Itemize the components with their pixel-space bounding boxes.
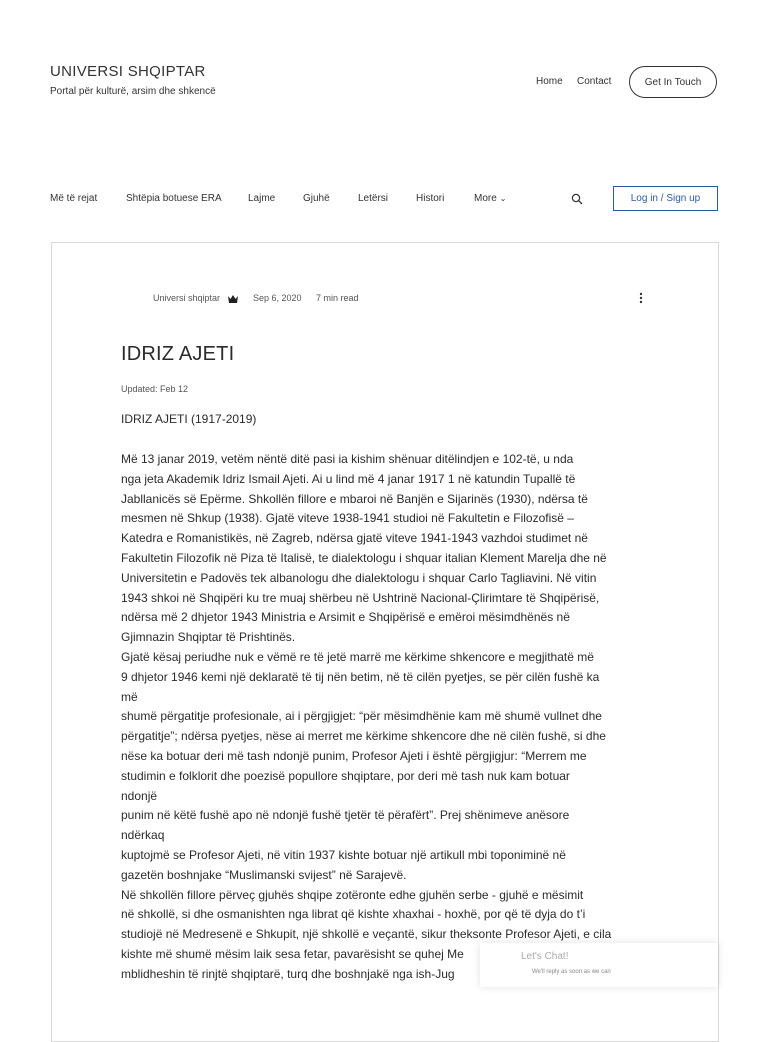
body-line: mesmen në Shkup (1938). Gjatë viteve 1938-1941 studioi në Fakultetin e Filozofisë – [121, 511, 574, 526]
menu-item-language[interactable]: Gjuhë [303, 193, 330, 204]
menu-more-label: More [474, 193, 497, 204]
get-in-touch-button[interactable]: Get In Touch [629, 66, 717, 98]
post-title: IDRIZ AJETI [121, 343, 235, 365]
nav-contact-link[interactable]: Contact [577, 76, 612, 87]
body-line: ndonjë [121, 788, 158, 803]
post-date: Sep 6, 2020 [253, 293, 302, 303]
body-line: Universitetin e Padovës tek albanologu dhe dialektologu i shquar Carlo Tagliavini. Në vitin [121, 570, 597, 585]
updated-date: Updated: Feb 12 [121, 384, 189, 394]
post-body [121, 450, 651, 985]
menu-item-literature[interactable]: Letërsi [358, 193, 389, 204]
body-line: gazetën boshnjake “Muslimanski svijest” në Sarajevë. [121, 867, 407, 882]
site-tagline: Portal për kulturë, arsim dhe shkencë [50, 86, 216, 97]
body-line: Jabllanicës së Epërme. Shkollën fillore e mbaroi në Banjën e Sijarinës (1930), ndërsa të [121, 491, 588, 506]
body-line: kishte më shumë mësim laik sesa fetar, pavarësisht se quhej Me [121, 946, 464, 961]
chevron-down-icon: ⌄ [499, 194, 507, 203]
post-subtitle: IDRIZ AJETI (1917-2019) [121, 412, 257, 426]
body-line: nga jeta Akademik Idriz Ismail Ajeti. Ai u lind më 4 janar 1917 1 në katundin Tupallë të [121, 471, 576, 486]
body-line: në shkollë, si dhe osmanishten nga librat që kishte xhaxhai - hoxhë, por që të dyja do t’i [121, 907, 586, 922]
body-line: Në shkollën fillore përveç gjuhës shqipe zotëronte edhe gjuhën serbe - gjuhë e mësimit [121, 887, 584, 902]
body-line: 1943 shkoi në Shqipëri ku tre muaj shërbeu në Ushtrinë Nacional-Çlirimtare të Shqipërisë, [121, 590, 600, 605]
menu-item-news[interactable]: Lajme [248, 193, 276, 204]
body-line: më [121, 689, 138, 704]
body-line: studiojë në Medresenë e Shkupit, një shkollë e veçantë, sikur theksonte Profesor Ajeti, e cila [121, 927, 612, 942]
site-title[interactable]: UNIVERSI SHQIPTAR [50, 63, 206, 80]
body-line: Gjatë kësaj periudhe nuk e vëmë re të jetë marrë me kërkime shkencore e megjithatë më [121, 649, 594, 664]
body-line: Më 13 janar 2019, vetëm nëntë ditë pasi ia kishim shënuar ditëlindjen e 102-të, u nda [121, 452, 574, 466]
body-line: kuptojmë se Profesor Ajeti, në vitin 1937 kishte botuar një artikull mbi toponiminë në [121, 847, 566, 862]
menu-item-latest[interactable]: Më të rejat [50, 193, 98, 204]
search-icon[interactable] [571, 193, 583, 205]
more-options-icon[interactable] [638, 291, 644, 305]
body-line: Gjimnazin Shqiptar të Prishtinës. [121, 630, 296, 645]
body-line: Katedra e Romanistikës, në Zagreb, ndërsa gjatë viteve 1941-1943 vazhdoi studimet në [121, 531, 588, 546]
menu-item-history[interactable]: Histori [416, 193, 445, 204]
chat-widget[interactable] [480, 943, 718, 987]
body-line: ndërkaq [121, 828, 165, 843]
author-name[interactable]: Universi shqiptar [153, 293, 221, 303]
chat-subtitle: We'll reply as soon as we can [532, 969, 611, 975]
body-line: nëse ka botuar deri më tash ndonjë punim, Profesor Ajeti i është përgjigjur: “Merrem me [121, 748, 587, 763]
body-line: 9 dhjetor 1946 kemi një deklaratë të tij nën betim, në të cilën pyetjes, se për cilën fushë ka [121, 669, 600, 684]
crown-icon [228, 295, 238, 303]
body-line: shumë përgatitje profesionale, ai i përgjigjet: “për mësimdhënie kam më shumë vullnet dhe [121, 709, 602, 724]
body-line: përgatitje”; ndërsa pyetjes, nëse ai merret me kërkime shkencore dhe në cilën fushë, si dhe [121, 729, 606, 744]
body-line: mblidheshin të rinjtë shqiptarë, turq dhe boshnjakë nga ish-Jug [121, 966, 455, 981]
login-signup-button[interactable]: Log in / Sign up [613, 186, 718, 211]
body-line: ndërsa më 2 dhjetor 1943 Ministria e Arsimit e Shqipërisë e emëroi mësimdhënës në [121, 610, 570, 625]
body-line: Fakultetin Filozofik në Piza të Italisë, te dialektologu i shquar italian Klement Marelja dhe në [121, 550, 607, 565]
menu-item-era-publishing[interactable]: Shtëpia botuese ERA [126, 193, 222, 204]
menu-more-dropdown[interactable] [474, 193, 507, 204]
read-time: 7 min read [316, 293, 359, 303]
nav-home-link[interactable]: Home [536, 76, 563, 87]
chat-title: Let's Chat! [521, 951, 569, 962]
body-line: punim në këtë fushë apo në ndonjë fushë tjetër të përafërt”. Prej shënimeve anësore [121, 808, 570, 823]
body-line: studimin e folklorit dhe poezisë popullore shqiptare, por deri më tash nuk kam botuar [121, 768, 570, 783]
